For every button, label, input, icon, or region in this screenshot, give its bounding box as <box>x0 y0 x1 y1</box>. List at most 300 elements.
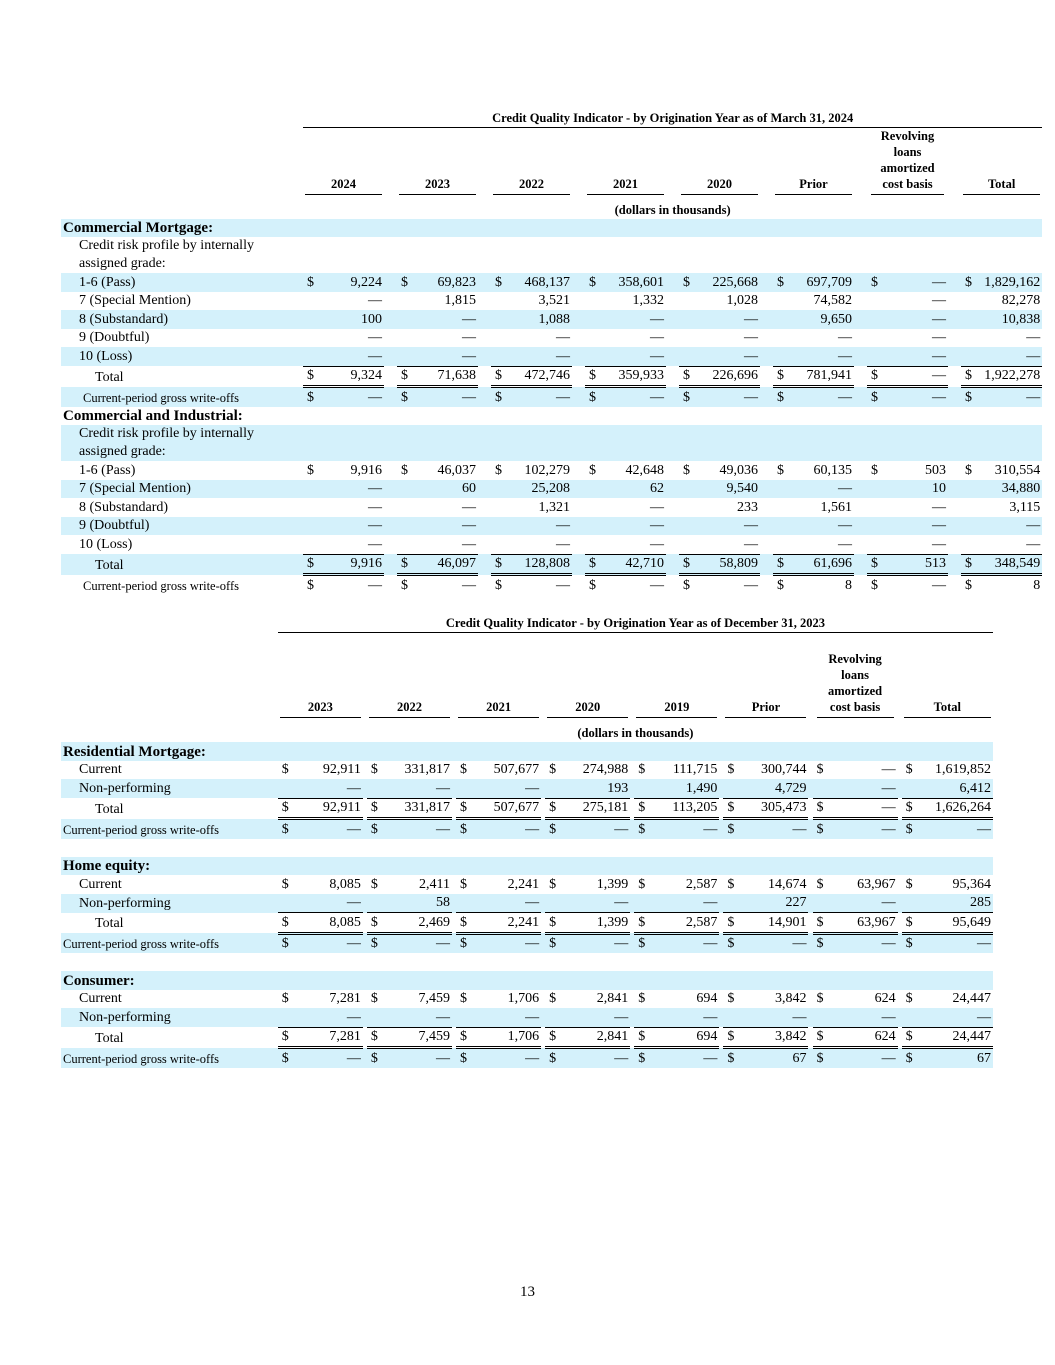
currency-symbol <box>773 329 786 348</box>
currency-symbol <box>397 498 410 517</box>
section-title: Home equity: <box>61 857 993 876</box>
currency-symbol: $ <box>867 387 880 407</box>
cell-value: — <box>648 1008 719 1027</box>
cell-value: — <box>827 1008 898 1027</box>
currency-symbol <box>585 535 598 554</box>
cell-value: 624 <box>827 1027 898 1048</box>
column-header: Total <box>902 632 993 718</box>
currency-symbol: $ <box>867 554 880 575</box>
cell-value: — <box>974 535 1042 554</box>
currency-symbol <box>961 517 974 536</box>
cell-value: — <box>974 347 1042 366</box>
currency-symbol: $ <box>773 366 786 387</box>
currency-symbol: $ <box>679 554 692 575</box>
cell-value: 71,638 <box>410 366 478 387</box>
currency-symbol: $ <box>549 991 557 1006</box>
table-row <box>61 273 1042 292</box>
currency-symbol <box>491 329 504 348</box>
row-label: 1-6 (Pass) <box>61 273 303 292</box>
currency-symbol <box>397 329 410 348</box>
cell-value: 694 <box>696 991 718 1006</box>
cell-value: 9,650 <box>786 310 854 329</box>
currency-symbol <box>397 535 410 554</box>
currency-symbol: $ <box>683 577 690 593</box>
cell-value: 60,135 <box>813 462 852 478</box>
cell-value: — <box>559 933 630 953</box>
cell-value: 14,901 <box>738 913 809 934</box>
currency-symbol <box>303 310 316 329</box>
cell-value: 1,815 <box>444 293 476 308</box>
currency-symbol <box>585 498 598 517</box>
currency-symbol: $ <box>460 762 468 777</box>
cell-value: — <box>744 330 758 345</box>
currency-symbol: $ <box>867 366 880 387</box>
column-header: 2022 <box>491 127 572 195</box>
row-label: Current-period gross write-offs <box>61 933 278 953</box>
currency-symbol: $ <box>679 273 692 292</box>
currency-symbol: $ <box>813 1048 827 1068</box>
currency-symbol: $ <box>456 1048 470 1068</box>
cell-value: — <box>880 387 948 407</box>
currency-symbol <box>902 1008 916 1027</box>
column-header-row <box>61 632 993 718</box>
cell-value: — <box>316 517 384 536</box>
currency-symbol: $ <box>456 933 470 953</box>
cell-value: 358,601 <box>598 273 666 292</box>
cell-value: — <box>470 1048 541 1068</box>
currency-symbol: $ <box>495 577 502 593</box>
cell-value: — <box>827 819 898 839</box>
cell-value: — <box>381 1008 452 1027</box>
currency-symbol <box>397 480 410 499</box>
currency-symbol <box>867 535 880 554</box>
section-header-row <box>61 857 993 876</box>
cell-value: 1,399 <box>559 913 630 934</box>
currency-symbol: $ <box>367 913 381 934</box>
currency-symbol <box>491 517 504 536</box>
currency-symbol <box>397 292 410 311</box>
cell-value: — <box>786 347 854 366</box>
cell-value: — <box>838 330 852 345</box>
cell-value: — <box>786 517 854 536</box>
currency-symbol: $ <box>367 1048 381 1068</box>
currency-symbol <box>491 480 504 499</box>
cell-value: 128,808 <box>504 554 572 575</box>
cell-value: — <box>470 933 541 953</box>
currency-symbol: $ <box>585 554 598 575</box>
currency-symbol <box>634 779 648 798</box>
cell-value: — <box>316 535 384 554</box>
currency-symbol: $ <box>902 1027 916 1048</box>
cell-value: — <box>648 933 719 953</box>
currency-symbol <box>634 1008 648 1027</box>
cell-value: 2,587 <box>685 876 718 892</box>
row-label: Current <box>79 762 122 777</box>
currency-symbol <box>902 779 916 798</box>
currency-symbol <box>867 347 880 366</box>
row-label: Non-performing <box>61 894 278 913</box>
currency-symbol: $ <box>816 762 824 777</box>
currency-symbol <box>278 894 292 913</box>
cell-value: — <box>410 310 478 329</box>
row-label: Current <box>79 876 122 892</box>
cell-value: 1,922,278 <box>974 366 1042 387</box>
currency-symbol: $ <box>634 933 648 953</box>
row-label: 8 (Substandard) <box>79 499 169 515</box>
cell-value: — <box>916 933 993 953</box>
cell-value: — <box>559 1008 630 1027</box>
cell-value: 8 <box>845 577 852 593</box>
table-caption-row <box>61 613 993 632</box>
currency-symbol <box>367 1008 381 1027</box>
cell-value: — <box>738 933 809 953</box>
cell-value: 503 <box>925 462 946 478</box>
cell-value: — <box>556 577 570 593</box>
cell-value: — <box>692 387 760 407</box>
cell-value: 46,097 <box>410 554 478 575</box>
currency-symbol <box>961 347 974 366</box>
table-caption-row <box>61 108 1042 127</box>
currency-symbol <box>902 894 916 913</box>
cell-value: 468,137 <box>504 273 572 292</box>
currency-symbol <box>679 347 692 366</box>
cell-value: 2,587 <box>648 913 719 934</box>
cell-value: 49,036 <box>719 462 758 478</box>
table-row <box>61 875 993 894</box>
currency-symbol <box>303 347 316 366</box>
section-title: Commercial and Industrial: <box>63 408 243 424</box>
column-header: Prior <box>723 632 808 718</box>
currency-symbol: $ <box>278 1048 292 1068</box>
currency-symbol: $ <box>545 1027 559 1048</box>
currency-symbol: $ <box>813 1027 827 1048</box>
cell-value: — <box>470 1008 541 1027</box>
table-row <box>61 329 1042 348</box>
cell-value: — <box>410 535 478 554</box>
cell-value: 2,241 <box>507 876 540 892</box>
write-offs-row <box>61 1048 993 1068</box>
currency-symbol <box>773 480 786 499</box>
cell-value: — <box>381 1048 452 1068</box>
cell-value: 193 <box>559 779 630 798</box>
currency-symbol: $ <box>303 554 316 575</box>
currency-symbol <box>773 517 786 536</box>
cell-value: 92,911 <box>292 798 363 819</box>
currency-symbol: $ <box>495 462 502 478</box>
section-header-row <box>61 219 1042 238</box>
cell-value: — <box>692 517 760 536</box>
cell-value: — <box>504 517 572 536</box>
cell-value: — <box>504 387 572 407</box>
currency-symbol: $ <box>460 876 468 892</box>
currency-symbol: $ <box>303 273 316 292</box>
cell-value: 7,459 <box>418 991 450 1006</box>
currency-symbol <box>585 310 598 329</box>
currency-symbol <box>961 480 974 499</box>
currency-symbol: $ <box>871 577 878 593</box>
cell-value: — <box>470 894 541 913</box>
cell-value: 24,447 <box>952 991 991 1006</box>
currency-symbol <box>961 310 974 329</box>
currency-symbol <box>813 779 827 798</box>
currency-symbol <box>397 310 410 329</box>
cell-value: — <box>292 819 363 839</box>
cell-value: 95,364 <box>952 876 991 892</box>
cell-value: — <box>462 330 476 345</box>
currency-symbol: $ <box>303 387 316 407</box>
currency-symbol <box>867 517 880 536</box>
currency-symbol: $ <box>456 913 470 934</box>
write-offs-row <box>61 575 1042 595</box>
row-label: 9 (Doubtful) <box>61 517 303 536</box>
currency-symbol: $ <box>961 554 974 575</box>
currency-symbol: $ <box>401 577 408 593</box>
currency-symbol: $ <box>589 577 596 593</box>
table-row <box>61 990 993 1009</box>
total-row <box>61 1027 993 1048</box>
currency-symbol <box>303 292 316 311</box>
cell-value: 3,842 <box>738 1027 809 1048</box>
cell-value: 1,706 <box>507 991 540 1006</box>
table-caption: Credit Quality Indicator - by Origination Year as of December 31, 2023 <box>278 613 993 632</box>
column-header: 2019 <box>634 632 719 718</box>
currency-symbol <box>679 480 692 499</box>
subheader-label: Credit risk profile by internally assigned grade: <box>61 425 303 461</box>
cell-value: 102,279 <box>524 462 570 478</box>
currency-symbol: $ <box>397 387 410 407</box>
section-header-row <box>61 742 993 761</box>
column-header: Revolving loans amortized cost basis <box>813 632 898 718</box>
currency-symbol <box>723 894 737 913</box>
cell-value: — <box>648 894 719 913</box>
currency-symbol: $ <box>723 1027 737 1048</box>
cell-value: 2,241 <box>470 913 541 934</box>
cell-value: 58 <box>381 894 452 913</box>
cell-value: 9,224 <box>316 273 384 292</box>
currency-symbol: $ <box>634 1048 648 1068</box>
cell-value: — <box>598 387 666 407</box>
currency-symbol: $ <box>491 554 504 575</box>
cell-value: — <box>916 819 993 839</box>
currency-symbol: $ <box>902 798 916 819</box>
cell-value: — <box>932 577 946 593</box>
cell-value: 111,715 <box>672 762 718 777</box>
currency-symbol: $ <box>902 913 916 934</box>
cell-value: — <box>692 347 760 366</box>
currency-symbol: $ <box>902 819 916 839</box>
cell-value: 74,582 <box>813 293 852 308</box>
currency-symbol <box>456 779 470 798</box>
table-row <box>61 894 993 913</box>
currency-symbol <box>773 310 786 329</box>
column-header: 2020 <box>545 632 630 718</box>
currency-symbol: $ <box>902 933 916 953</box>
cell-value: — <box>880 535 948 554</box>
currency-symbol: $ <box>370 991 378 1006</box>
cell-value: — <box>827 1048 898 1068</box>
cell-value: 697,709 <box>786 273 854 292</box>
cell-value: — <box>504 535 572 554</box>
row-label: Current-period gross write-offs <box>61 819 278 839</box>
cell-value: — <box>880 366 948 387</box>
units-label: (dollars in thousands) <box>614 202 731 217</box>
cell-value: 331,817 <box>404 762 450 777</box>
cell-value: 10,838 <box>974 310 1042 329</box>
cell-value: — <box>292 1048 363 1068</box>
row-label: Total <box>95 1030 124 1046</box>
currency-symbol: $ <box>634 819 648 839</box>
cell-value: 10 <box>880 480 948 499</box>
currency-symbol <box>303 498 316 517</box>
cell-value: — <box>470 819 541 839</box>
currency-symbol: $ <box>585 366 598 387</box>
currency-symbol <box>961 535 974 554</box>
cell-value: — <box>368 293 382 308</box>
cell-value: 8,085 <box>329 876 361 892</box>
currency-symbol: $ <box>777 462 784 478</box>
currency-symbol <box>491 347 504 366</box>
currency-symbol: $ <box>638 991 646 1006</box>
cell-value: — <box>932 330 946 345</box>
table-caption: Credit Quality Indicator - by Origination Year as of March 31, 2024 <box>303 108 1042 127</box>
cell-value: 285 <box>916 894 993 913</box>
section-title: Residential Mortgage: <box>61 742 993 761</box>
cell-value: — <box>880 347 948 366</box>
cell-value: 42,648 <box>625 462 664 478</box>
currency-symbol: $ <box>281 991 289 1006</box>
cell-value: — <box>316 480 384 499</box>
cell-value: 1,706 <box>470 1027 541 1048</box>
currency-symbol <box>723 779 737 798</box>
currency-symbol: $ <box>367 798 381 819</box>
currency-symbol: $ <box>813 798 827 819</box>
column-header: 2023 <box>397 127 478 195</box>
currency-symbol: $ <box>813 819 827 839</box>
currency-symbol <box>456 894 470 913</box>
row-label: Current-period gross write-offs <box>61 387 303 407</box>
currency-symbol: $ <box>634 798 648 819</box>
cell-value: — <box>692 535 760 554</box>
row-label: Total <box>95 801 124 817</box>
cell-value: 24,447 <box>916 1027 993 1048</box>
column-header: 2020 <box>679 127 760 195</box>
currency-symbol: $ <box>773 387 786 407</box>
currency-symbol <box>367 894 381 913</box>
table-row <box>61 498 1042 517</box>
table-row <box>61 1008 993 1027</box>
cell-value: 14,674 <box>767 876 807 892</box>
cell-value: 61,696 <box>786 554 854 575</box>
cell-value: 226,696 <box>692 366 760 387</box>
currency-symbol: $ <box>545 798 559 819</box>
section-header-row <box>61 971 993 990</box>
currency-symbol <box>634 894 648 913</box>
units-label: (dollars in thousands) <box>577 726 694 740</box>
currency-symbol <box>545 779 559 798</box>
currency-symbol <box>303 329 316 348</box>
total-row <box>61 366 1042 387</box>
currency-symbol: $ <box>777 577 784 593</box>
cell-value: — <box>292 894 363 913</box>
currency-symbol <box>961 292 974 311</box>
section-title: Commercial Mortgage: <box>61 219 1042 238</box>
cell-value: — <box>559 894 630 913</box>
currency-symbol <box>585 347 598 366</box>
currency-symbol: $ <box>727 762 735 777</box>
cell-value: — <box>827 798 898 819</box>
cell-value: — <box>738 1008 809 1027</box>
column-header: 2021 <box>585 127 666 195</box>
cell-value: — <box>368 499 382 515</box>
currency-symbol <box>585 329 598 348</box>
currency-symbol: $ <box>723 933 737 953</box>
currency-symbol: $ <box>367 933 381 953</box>
row-label: 1-6 (Pass) <box>79 462 136 478</box>
cell-value: — <box>932 499 946 515</box>
currency-symbol: $ <box>401 462 408 478</box>
currency-symbol: $ <box>905 991 913 1006</box>
currency-symbol: $ <box>589 462 596 478</box>
write-offs-row <box>61 933 993 953</box>
currency-symbol: $ <box>961 366 974 387</box>
cell-value: 3,115 <box>1009 499 1041 515</box>
currency-symbol <box>679 292 692 311</box>
cell-value: 300,744 <box>760 762 807 777</box>
cell-value: — <box>410 517 478 536</box>
currency-symbol: $ <box>397 273 410 292</box>
cell-value: 1,626,264 <box>916 798 993 819</box>
cell-value: 4,729 <box>738 779 809 798</box>
currency-symbol <box>867 498 880 517</box>
cell-value: — <box>932 293 946 308</box>
currency-symbol: $ <box>303 366 316 387</box>
cell-value: 310,554 <box>994 462 1041 478</box>
currency-symbol: $ <box>456 1027 470 1048</box>
cell-value: 694 <box>648 1027 719 1048</box>
row-label: 10 (Loss) <box>61 347 303 366</box>
cell-value: 100 <box>316 310 384 329</box>
cell-value: 1,321 <box>538 499 570 515</box>
cell-value: 359,933 <box>598 366 666 387</box>
currency-symbol <box>491 498 504 517</box>
cell-value: — <box>368 577 382 593</box>
currency-symbol: $ <box>549 876 557 892</box>
currency-symbol <box>773 498 786 517</box>
cell-value: 67 <box>916 1048 993 1068</box>
currency-symbol <box>773 292 786 311</box>
credit-quality-table-december-2023 <box>61 613 993 1068</box>
cell-value: — <box>292 1008 363 1027</box>
subheader-row <box>61 425 1042 461</box>
currency-symbol: $ <box>902 1048 916 1068</box>
table-row <box>61 292 1042 311</box>
cell-value: 1,490 <box>648 779 719 798</box>
units-row <box>61 195 1042 219</box>
cell-value: — <box>462 499 476 515</box>
currency-symbol: $ <box>634 1027 648 1048</box>
section-header-row <box>61 407 1042 426</box>
currency-symbol <box>723 1008 737 1027</box>
column-header: 2022 <box>367 632 452 718</box>
cell-value: 95,649 <box>916 913 993 934</box>
currency-symbol <box>679 498 692 517</box>
currency-symbol <box>278 1008 292 1027</box>
currency-symbol: $ <box>367 819 381 839</box>
cell-value: 507,677 <box>493 762 540 777</box>
currency-symbol <box>961 329 974 348</box>
cell-value: 1,088 <box>504 310 572 329</box>
column-header: 2021 <box>456 632 541 718</box>
